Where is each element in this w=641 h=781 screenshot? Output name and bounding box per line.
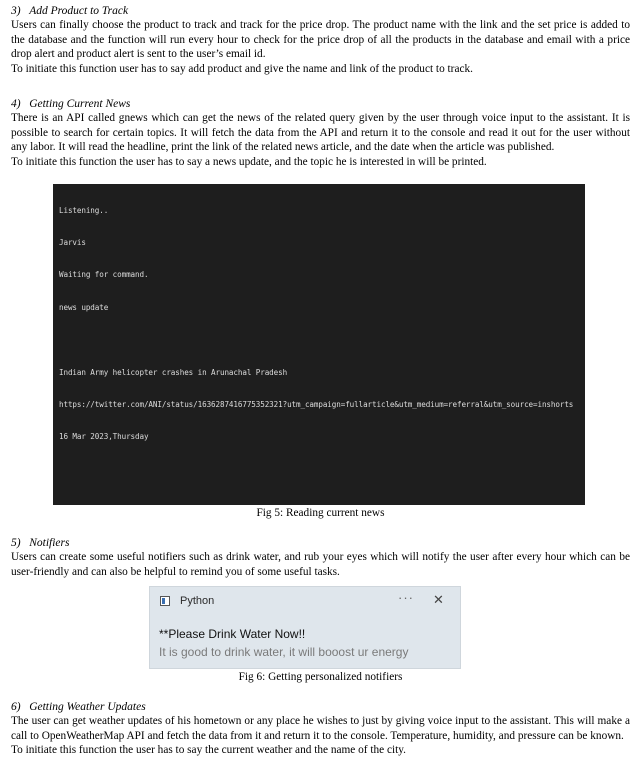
- section-5-body: [11, 550, 630, 579]
- terminal-output: [59, 184, 582, 505]
- terminal-line: Listening..: [59, 205, 109, 215]
- section-6-body: [11, 714, 630, 758]
- figure-6-caption: Fig 6: Getting personalized notifiers: [238, 671, 403, 683]
- news-link: https://twitter.com/ANI/status/1636287416775352321?utm_campaign=fullarticle&utm_medium=referral&utm_source=inshorts: [59, 399, 574, 409]
- notification-title: **Please Drink Water Now!!: [159, 627, 306, 641]
- python-window-icon: [160, 596, 170, 606]
- notification-app-name: Python: [180, 595, 215, 607]
- figure-5-caption: Fig 5: Reading current news: [256, 507, 385, 519]
- news-item: [59, 346, 582, 465]
- news-date: 16 Mar 2023,Thursday: [59, 432, 149, 442]
- terminal-line: Jarvis: [59, 237, 86, 247]
- section-6-instruction: To initiate this function the user has to say the current weather and the name of the city.: [11, 744, 406, 757]
- section-4-heading: 4) Getting Current News: [11, 98, 131, 110]
- close-icon[interactable]: ✕: [433, 592, 444, 607]
- section-3-heading: 3) Add Product to Track: [11, 5, 129, 17]
- section-3-paragraph: Users can finally choose the product to track and track for the price drop. The product name with the link and the set price is added to the database and the function will run every hour to check for the price drop of all the products in the database and email with a price drop alert and product alert is sent to the user’s email id.: [11, 19, 630, 61]
- terminal-screenshot: [53, 184, 585, 505]
- section-3-body: [11, 18, 630, 76]
- toast-notification[interactable]: [149, 586, 461, 669]
- section-4-body: [11, 111, 630, 169]
- section-5-heading: 5) Notifiers: [11, 537, 70, 549]
- notification-body: It is good to drink water, it will booost ur energy: [159, 645, 409, 659]
- section-3-instruction: To initiate this function user has to say add product and give the name and link of the product to track.: [11, 62, 473, 75]
- section-6-paragraph: The user can get weather updates of his hometown or any place he wishes to just by giving voice input to the assistant. This will make a call to OpenWeatherMap API and fetch the data from it and return it to the console. Temperature, humidity, and pressure can be known.: [11, 715, 630, 742]
- news-headline: Indian Army helicopter crashes in Arunachal Pradesh: [59, 367, 288, 377]
- terminal-line: Waiting for command.: [59, 270, 149, 280]
- section-5-paragraph: Users can create some useful notifiers such as drink water, and rub your eyes which will notify the user after every hour which can be user-friendly and can also be helpful to remind you of some useful tasks.: [11, 551, 630, 578]
- section-4-paragraph: There is an API called gnews which can get the news of the related query given by the user through voice input to the assistant. It is possible to search for certain topics. It will fetch the data from the API and return it to the console and read it out for the user without any labor. It will read the headline, print the link of the related news article, and the date when the article was published.: [11, 112, 630, 154]
- section-6-heading: 6) Getting Weather Updates: [11, 701, 146, 713]
- terminal-line: news update: [59, 302, 109, 312]
- more-options-icon[interactable]: ···: [398, 590, 414, 605]
- section-4-instruction: To initiate this function the user has to say a news update, and the topic he is interested in will be printed.: [11, 155, 487, 168]
